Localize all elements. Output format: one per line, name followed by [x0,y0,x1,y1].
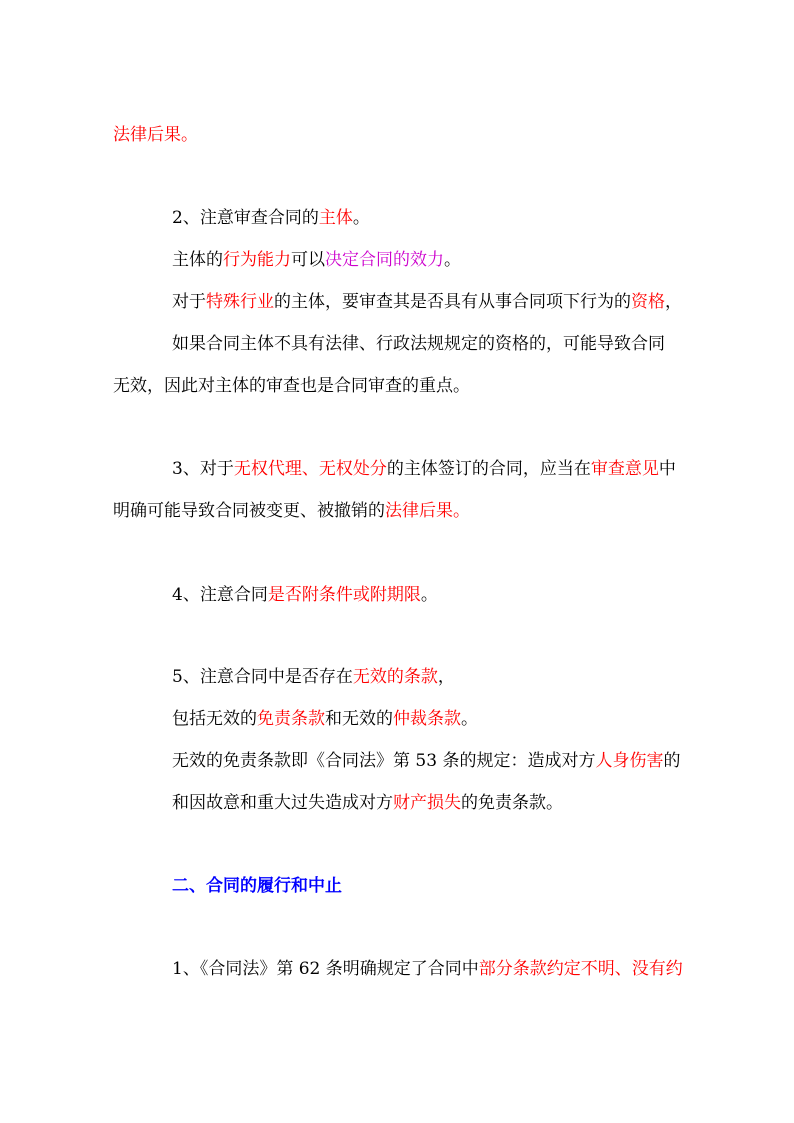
item-3-line-1: 3、对于无权代理、无权处分的主体签订的合同，应当在审查意见中 [172,459,676,479]
item-2-line-4: 如果合同主体不具有法律、行政法规规定的资格的，可能导致合同 [172,334,665,354]
item-2-line-3: 对于特殊行业的主体，要审查其是否具有从事合同项下行为的资格， [172,292,682,312]
item-3-line-2: 明确可能导致合同被变更、被撤销的法律后果。 [113,501,470,521]
item-2-line-2: 主体的行为能力可以决定合同的效力。 [172,250,461,270]
item-5-line-2: 包括无效的免责条款和无效的仲裁条款。 [172,709,478,729]
section-2-item-1-line: 1、《合同法》第 62 条明确规定了合同中部分条款约定不明、没有约 [172,959,683,979]
item-4-line: 4、注意合同是否附条件或附期限。 [172,585,438,605]
continuation-line: 法律后果。 [113,125,198,145]
item-2-line-1: 2、注意审查合同的主体。 [172,208,370,228]
item-5-line-4: 和因故意和重大过失造成对方财产损失的免责条款。 [172,793,563,813]
item-5-line-1: 5、注意合同中是否存在无效的条款， [172,667,455,687]
item-2-line-5: 无效，因此对主体的审查也是合同审查的重点。 [113,376,470,396]
item-5-line-3: 无效的免责条款即《合同法》第 53 条的规定：造成对方人身伤害的 [172,751,681,771]
section-2-heading: 二、合同的履行和中止 [172,876,342,896]
